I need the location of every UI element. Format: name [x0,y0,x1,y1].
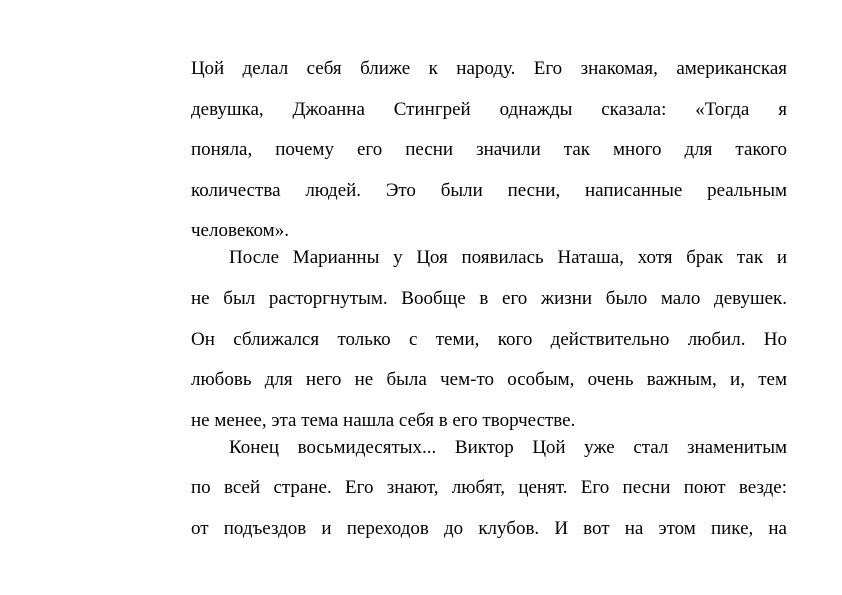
text-line-13: от подъездов и переходов до клубов. И вот на этом пике, на [191,517,787,539]
text-line-3: поняла, почему его песни значили так много для такого [191,139,787,161]
text-line-11: Конец восьмидесятых... Виктор Цой уже стал знаменитым [229,436,787,458]
text-line-8: Он сближался только с теми, кого действительно любил. Но [191,328,787,350]
text-line-10: не менее, эта тема нашла себя в его творчестве. [191,409,576,431]
text-line-9: любовь для него не была чем-то особым, очень важным, и, тем [191,369,787,391]
text-line-2: девушка, Джоанна Стингрей однажды сказала: «Тогда я [191,98,787,120]
document-body [191,52,787,553]
text-line-4: количества людей. Это были песни, написанные реальным [191,179,787,201]
text-line-7: не был расторгнутым. Вообще в его жизни было мало девушек. [191,287,787,309]
text-line-5: человеком». [191,220,289,242]
text-line-12: по всей стране. Его знают, любят, ценят. Его песни поют везде: [191,477,787,499]
text-line-1: Цой делал себя ближе к народу. Его знакомая, американская [191,58,787,79]
text-line-6: После Марианны у Цоя появилась Наташа, хотя брак так и [229,247,787,269]
